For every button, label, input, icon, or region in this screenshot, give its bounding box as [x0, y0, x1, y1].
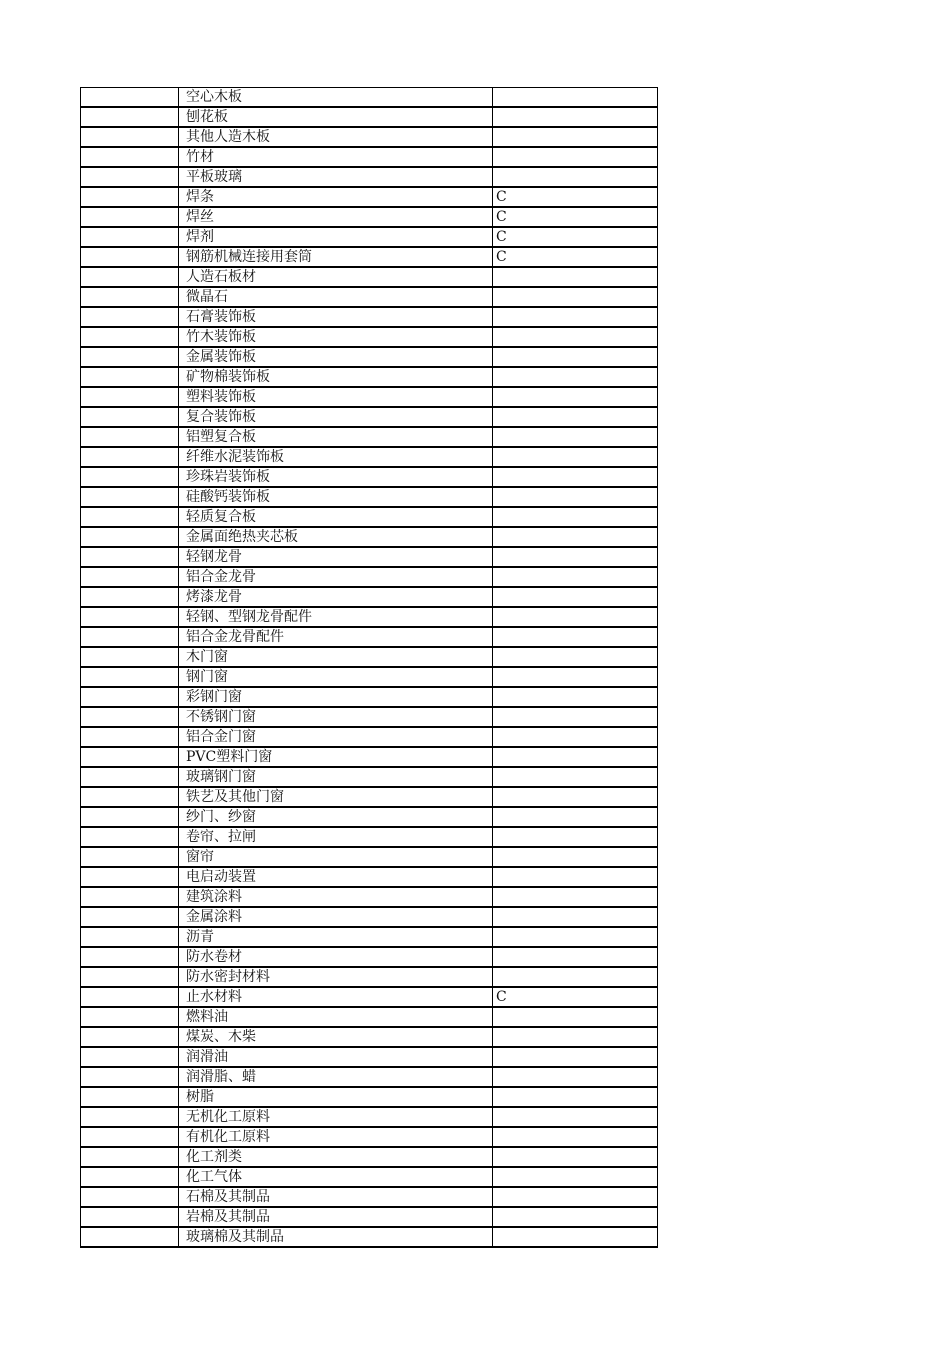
- material-name-cell: 沥青: [179, 927, 493, 947]
- mark-cell: [493, 88, 658, 108]
- code-cell: [81, 327, 179, 347]
- code-cell: [81, 907, 179, 927]
- code-cell: [81, 627, 179, 647]
- material-name-cell: 复合装饰板: [179, 407, 493, 427]
- table-row: [81, 887, 658, 907]
- mark-cell: [493, 147, 658, 167]
- material-name-cell: 不锈钢门窗: [179, 707, 493, 727]
- table-row: [81, 1027, 658, 1047]
- table-row: [81, 1207, 658, 1227]
- material-name-cell: 轻质复合板: [179, 507, 493, 527]
- material-name-cell: 防水密封材料: [179, 967, 493, 987]
- code-cell: [81, 247, 179, 267]
- material-name-cell: 空心木板: [179, 88, 493, 108]
- table-row: [81, 587, 658, 607]
- code-cell: [81, 427, 179, 447]
- table-row: [81, 807, 658, 827]
- table-row: [81, 647, 658, 667]
- code-cell: [81, 88, 179, 108]
- table-row: [81, 107, 658, 127]
- material-name-cell: 无机化工原料: [179, 1107, 493, 1127]
- material-name-cell: 玻璃钢门窗: [179, 767, 493, 787]
- material-name-cell: 珍珠岩装饰板: [179, 467, 493, 487]
- mark-cell: [493, 447, 658, 467]
- table-row: [81, 407, 658, 427]
- material-name-cell: 焊条: [179, 187, 493, 207]
- mark-cell: [493, 1147, 658, 1167]
- table-row: [81, 547, 658, 567]
- table-row: [81, 287, 658, 307]
- mark-cell: [493, 307, 658, 327]
- material-name-cell: 窗帘: [179, 847, 493, 867]
- table-row: [81, 747, 658, 767]
- material-name-cell: 竹木装饰板: [179, 327, 493, 347]
- code-cell: [81, 787, 179, 807]
- code-cell: [81, 1147, 179, 1167]
- table-row: [81, 1187, 658, 1207]
- material-name-cell: 焊剂: [179, 227, 493, 247]
- material-name-cell: 玻璃棉及其制品: [179, 1227, 493, 1247]
- table-row: [81, 1087, 658, 1107]
- table-row: [81, 767, 658, 787]
- table-row: [81, 387, 658, 407]
- table-row: [81, 667, 658, 687]
- code-cell: [81, 887, 179, 907]
- code-cell: [81, 467, 179, 487]
- mark-cell: [493, 427, 658, 447]
- mark-cell: C: [493, 187, 658, 207]
- table-row: [81, 567, 658, 587]
- mark-cell: [493, 587, 658, 607]
- table-row: [81, 267, 658, 287]
- mark-cell: [493, 947, 658, 967]
- code-cell: [81, 647, 179, 667]
- mark-cell: [493, 367, 658, 387]
- mark-cell: [493, 407, 658, 427]
- table-row: [81, 727, 658, 747]
- material-table: [80, 87, 658, 1248]
- code-cell: [81, 927, 179, 947]
- table-row: [81, 1047, 658, 1067]
- table-row: [81, 487, 658, 507]
- material-name-cell: 人造石板材: [179, 267, 493, 287]
- code-cell: [81, 1027, 179, 1047]
- mark-cell: [493, 527, 658, 547]
- table-row: [81, 147, 658, 167]
- material-name-cell: 焊丝: [179, 207, 493, 227]
- mark-cell: C: [493, 207, 658, 227]
- code-cell: [81, 747, 179, 767]
- code-cell: [81, 987, 179, 1007]
- code-cell: [81, 207, 179, 227]
- mark-cell: [493, 267, 658, 287]
- code-cell: [81, 867, 179, 887]
- mark-cell: C: [493, 247, 658, 267]
- mark-cell: [493, 327, 658, 347]
- mark-cell: [493, 1047, 658, 1067]
- code-cell: [81, 1207, 179, 1227]
- table-row: [81, 627, 658, 647]
- code-cell: [81, 1227, 179, 1247]
- mark-cell: [493, 127, 658, 147]
- code-cell: [81, 1087, 179, 1107]
- code-cell: [81, 187, 179, 207]
- material-name-cell: 烤漆龙骨: [179, 587, 493, 607]
- code-cell: [81, 767, 179, 787]
- table-row: [81, 187, 658, 207]
- table-row: [81, 787, 658, 807]
- code-cell: [81, 1187, 179, 1207]
- table-row: [81, 327, 658, 347]
- mark-cell: [493, 887, 658, 907]
- code-cell: [81, 267, 179, 287]
- code-cell: [81, 667, 179, 687]
- table-row: [81, 1127, 658, 1147]
- material-name-cell: 纱门、纱窗: [179, 807, 493, 827]
- table-row: [81, 967, 658, 987]
- mark-cell: [493, 1107, 658, 1127]
- material-name-cell: 建筑涂料: [179, 887, 493, 907]
- mark-cell: [493, 167, 658, 187]
- table-row: [81, 707, 658, 727]
- material-name-cell: 微晶石: [179, 287, 493, 307]
- material-name-cell: 纤维水泥装饰板: [179, 447, 493, 467]
- mark-cell: [493, 1027, 658, 1047]
- material-name-cell: 石棉及其制品: [179, 1187, 493, 1207]
- table-row: [81, 367, 658, 387]
- table-row: [81, 227, 658, 247]
- table-row: [81, 88, 658, 108]
- table-row: [81, 207, 658, 227]
- material-name-cell: 轻钢、型钢龙骨配件: [179, 607, 493, 627]
- table-row: [81, 527, 658, 547]
- code-cell: [81, 827, 179, 847]
- material-name-cell: 有机化工原料: [179, 1127, 493, 1147]
- mark-cell: [493, 287, 658, 307]
- mark-cell: [493, 667, 658, 687]
- code-cell: [81, 587, 179, 607]
- material-name-cell: 金属涂料: [179, 907, 493, 927]
- code-cell: [81, 407, 179, 427]
- table-row: [81, 847, 658, 867]
- mark-cell: [493, 1067, 658, 1087]
- code-cell: [81, 387, 179, 407]
- material-table-body: [81, 88, 658, 1248]
- mark-cell: [493, 967, 658, 987]
- mark-cell: [493, 827, 658, 847]
- table-row: [81, 927, 658, 947]
- code-cell: [81, 227, 179, 247]
- code-cell: [81, 967, 179, 987]
- mark-cell: [493, 487, 658, 507]
- mark-cell: [493, 567, 658, 587]
- mark-cell: [493, 807, 658, 827]
- material-name-cell: 石膏装饰板: [179, 307, 493, 327]
- mark-cell: [493, 647, 658, 667]
- mark-cell: [493, 1207, 658, 1227]
- table-row: [81, 1067, 658, 1087]
- mark-cell: [493, 1187, 658, 1207]
- mark-cell: [493, 867, 658, 887]
- material-name-cell: 止水材料: [179, 987, 493, 1007]
- mark-cell: [493, 547, 658, 567]
- material-name-cell: 轻钢龙骨: [179, 547, 493, 567]
- table-row: [81, 1107, 658, 1127]
- code-cell: [81, 507, 179, 527]
- material-name-cell: 卷帘、拉闸: [179, 827, 493, 847]
- mark-cell: [493, 847, 658, 867]
- material-name-cell: 树脂: [179, 1087, 493, 1107]
- code-cell: [81, 567, 179, 587]
- table-row: [81, 1147, 658, 1167]
- material-name-cell: 竹材: [179, 147, 493, 167]
- material-name-cell: 铁艺及其他门窗: [179, 787, 493, 807]
- code-cell: [81, 1107, 179, 1127]
- code-cell: [81, 347, 179, 367]
- table-row: [81, 427, 658, 447]
- code-cell: [81, 167, 179, 187]
- code-cell: [81, 947, 179, 967]
- table-row: [81, 827, 658, 847]
- mark-cell: C: [493, 227, 658, 247]
- code-cell: [81, 1047, 179, 1067]
- code-cell: [81, 287, 179, 307]
- material-name-cell: 煤炭、木柴: [179, 1027, 493, 1047]
- material-name-cell: 木门窗: [179, 647, 493, 667]
- mark-cell: [493, 1227, 658, 1247]
- code-cell: [81, 147, 179, 167]
- code-cell: [81, 1067, 179, 1087]
- mark-cell: [493, 747, 658, 767]
- material-name-cell: 铝合金龙骨: [179, 567, 493, 587]
- code-cell: [81, 107, 179, 127]
- mark-cell: [493, 767, 658, 787]
- material-name-cell: 燃料油: [179, 1007, 493, 1027]
- material-name-cell: 刨花板: [179, 107, 493, 127]
- material-name-cell: 钢门窗: [179, 667, 493, 687]
- mark-cell: [493, 1087, 658, 1107]
- table-row: [81, 507, 658, 527]
- code-cell: [81, 527, 179, 547]
- material-name-cell: 铝塑复合板: [179, 427, 493, 447]
- material-name-cell: 铝合金门窗: [179, 727, 493, 747]
- material-name-cell: 铝合金龙骨配件: [179, 627, 493, 647]
- material-name-cell: 塑料装饰板: [179, 387, 493, 407]
- table-row: [81, 987, 658, 1007]
- table-row: [81, 167, 658, 187]
- code-cell: [81, 727, 179, 747]
- table-row: [81, 1167, 658, 1187]
- code-cell: [81, 447, 179, 467]
- table-row: [81, 607, 658, 627]
- mark-cell: [493, 687, 658, 707]
- material-name-cell: 硅酸钙装饰板: [179, 487, 493, 507]
- code-cell: [81, 307, 179, 327]
- code-cell: [81, 1007, 179, 1027]
- mark-cell: [493, 467, 658, 487]
- code-cell: [81, 847, 179, 867]
- code-cell: [81, 1127, 179, 1147]
- code-cell: [81, 127, 179, 147]
- mark-cell: [493, 927, 658, 947]
- material-name-cell: 化工气体: [179, 1167, 493, 1187]
- table-row: [81, 247, 658, 267]
- material-name-cell: 岩棉及其制品: [179, 1207, 493, 1227]
- mark-cell: [493, 907, 658, 927]
- mark-cell: [493, 347, 658, 367]
- material-name-cell: 金属面绝热夹芯板: [179, 527, 493, 547]
- table-row: [81, 867, 658, 887]
- code-cell: [81, 487, 179, 507]
- code-cell: [81, 807, 179, 827]
- code-cell: [81, 707, 179, 727]
- code-cell: [81, 1167, 179, 1187]
- material-name-cell: 平板玻璃: [179, 167, 493, 187]
- code-cell: [81, 607, 179, 627]
- material-name-cell: 化工剂类: [179, 1147, 493, 1167]
- table-row: [81, 307, 658, 327]
- mark-cell: [493, 607, 658, 627]
- material-name-cell: 润滑油: [179, 1047, 493, 1067]
- mark-cell: [493, 707, 658, 727]
- mark-cell: [493, 727, 658, 747]
- material-name-cell: 矿物棉装饰板: [179, 367, 493, 387]
- table-row: [81, 347, 658, 367]
- material-name-cell: 钢筋机械连接用套筒: [179, 247, 493, 267]
- material-name-cell: 金属装饰板: [179, 347, 493, 367]
- material-name-cell: 其他人造木板: [179, 127, 493, 147]
- mark-cell: [493, 787, 658, 807]
- material-name-cell: 润滑脂、蜡: [179, 1067, 493, 1087]
- mark-cell: [493, 107, 658, 127]
- material-name-cell: 电启动装置: [179, 867, 493, 887]
- mark-cell: [493, 507, 658, 527]
- table-row: [81, 447, 658, 467]
- code-cell: [81, 687, 179, 707]
- material-name-cell: 防水卷材: [179, 947, 493, 967]
- code-cell: [81, 367, 179, 387]
- table-row: [81, 1227, 658, 1247]
- table-row: [81, 687, 658, 707]
- mark-cell: [493, 627, 658, 647]
- table-row: [81, 1007, 658, 1027]
- table-row: [81, 907, 658, 927]
- code-cell: [81, 547, 179, 567]
- table-row: [81, 467, 658, 487]
- material-name-cell: PVC塑料门窗: [179, 747, 493, 767]
- table-row: [81, 127, 658, 147]
- mark-cell: [493, 1007, 658, 1027]
- mark-cell: [493, 387, 658, 407]
- mark-cell: C: [493, 987, 658, 1007]
- mark-cell: [493, 1167, 658, 1187]
- material-name-cell: 彩钢门窗: [179, 687, 493, 707]
- mark-cell: [493, 1127, 658, 1147]
- table-row: [81, 947, 658, 967]
